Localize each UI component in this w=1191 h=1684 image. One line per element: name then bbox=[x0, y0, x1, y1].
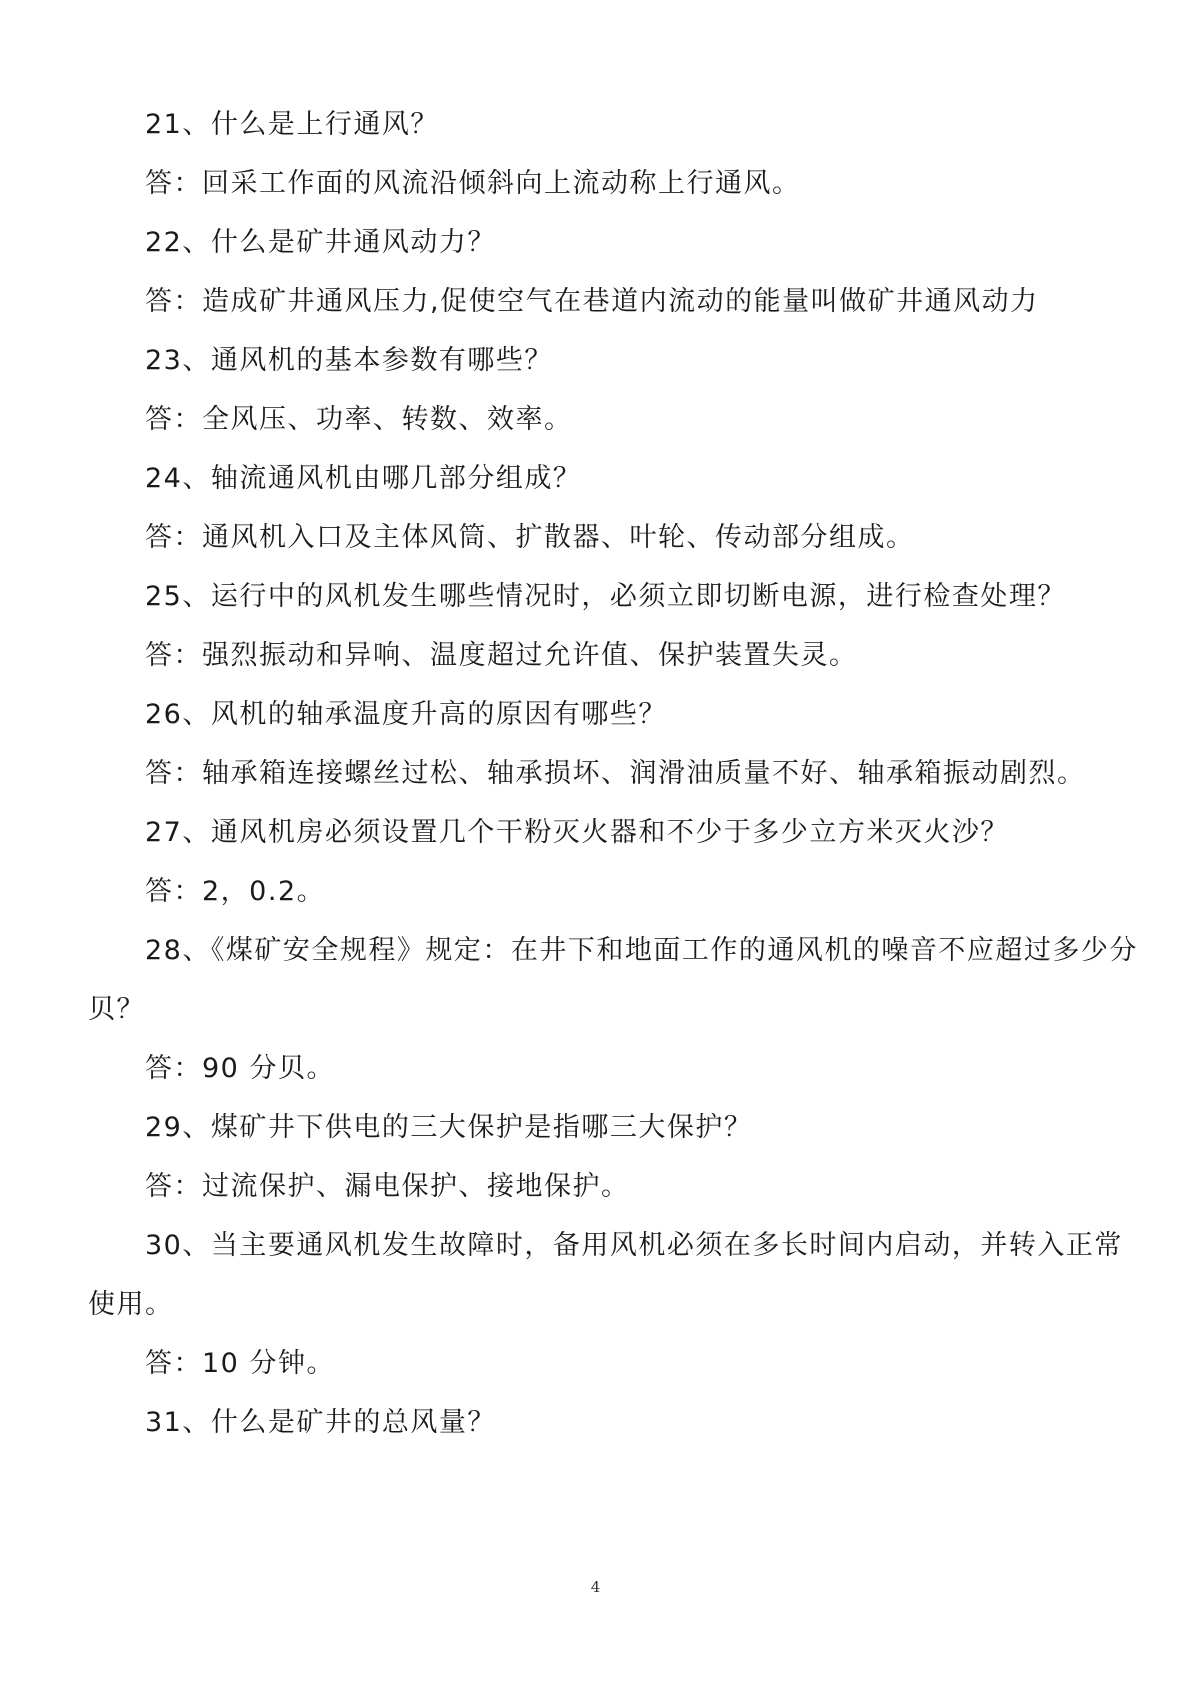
answer-25: 答：强烈振动和异响、温度超过允许值、保护装置失灵。 bbox=[145, 640, 858, 671]
question-26: 26、风机的轴承温度升高的原因有哪些？ bbox=[145, 699, 667, 730]
answer-23: 答：全风压、功率、转数、效率。 bbox=[145, 404, 573, 435]
question-31: 31、什么是矿井的总风量？ bbox=[145, 1407, 496, 1438]
question-29: 29、煤矿井下供电的三大保护是指哪三大保护？ bbox=[145, 1112, 753, 1143]
question-22: 22、什么是矿井通风动力？ bbox=[145, 227, 496, 258]
question-21: 21、什么是上行通风？ bbox=[145, 109, 439, 140]
question-25: 25、运行中的风机发生哪些情况时，必须立即切断电源，进行检查处理？ bbox=[145, 581, 1066, 612]
answer-24: 答：通风机入口及主体风筒、扩散器、叶轮、传动部分组成。 bbox=[145, 522, 915, 553]
answer-22: 答：造成矿井通风压力,促使空气在巷道内流动的能量叫做矿井通风动力 bbox=[145, 286, 1039, 317]
question-24: 24、轴流通风机由哪几部分组成？ bbox=[145, 463, 582, 494]
question-28: 28、《煤矿安全规程》规定：在井下和地面工作的通风机的噪音不应超过多少分 bbox=[145, 935, 1138, 966]
question-30: 30、当主要通风机发生故障时，备用风机必须在多长时间内启动，并转入正常 bbox=[145, 1230, 1123, 1261]
question-27: 27、通风机房必须设置几个干粉灭火器和不少于多少立方米灭火沙？ bbox=[145, 817, 1009, 848]
answer-27: 答：2，0.2。 bbox=[145, 876, 326, 907]
answer-29: 答：过流保护、漏电保护、接地保护。 bbox=[145, 1171, 630, 1202]
page-number: 4 bbox=[590, 1578, 601, 1596]
answer-26: 答：轴承箱连接螺丝过松、轴承损坏、润滑油质量不好、轴承箱振动剧烈。 bbox=[145, 758, 1086, 789]
answer-21: 答：回采工作面的风流沿倾斜向上流动称上行通风。 bbox=[145, 168, 801, 199]
question-23: 23、通风机的基本参数有哪些？ bbox=[145, 345, 553, 376]
question-28-continued: 贝？ bbox=[88, 994, 145, 1025]
question-30-continued: 使用。 bbox=[88, 1289, 174, 1320]
answer-30: 答：10 分钟。 bbox=[145, 1348, 335, 1379]
answer-28: 答：90 分贝。 bbox=[145, 1053, 335, 1084]
